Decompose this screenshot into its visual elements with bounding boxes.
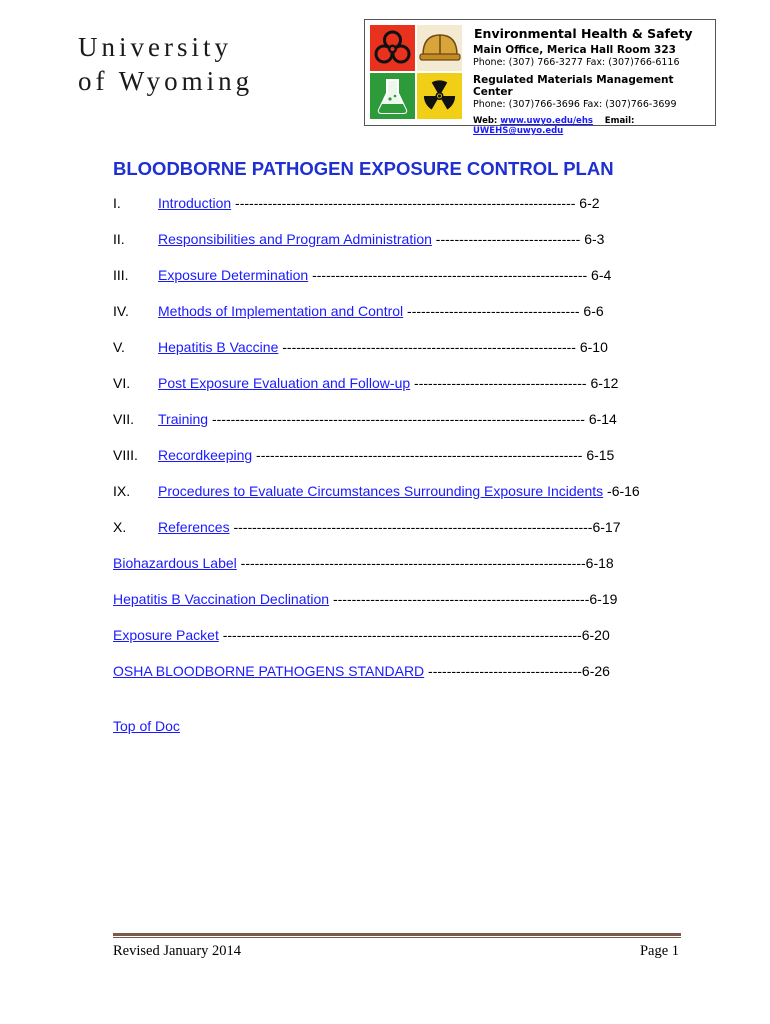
footer-divider bbox=[113, 933, 681, 936]
web-label: Web: bbox=[473, 116, 498, 126]
toc-leader: ----------------------------------------------------------------------------- bbox=[218, 627, 582, 643]
logo-line-2: of Wyoming bbox=[78, 66, 254, 96]
toc-number: IX. bbox=[113, 483, 131, 499]
toc-page: 6-4 bbox=[591, 267, 612, 283]
toc-row bbox=[113, 195, 673, 213]
toc-leader: ------------------------------- bbox=[431, 231, 585, 247]
toc-leader: --------------------------------- bbox=[424, 663, 582, 679]
toc-row bbox=[113, 627, 673, 645]
email-label: Email: bbox=[604, 116, 635, 126]
toc-page: 6-3 bbox=[584, 231, 605, 247]
toc-row bbox=[113, 375, 673, 393]
ehs-title: Environmental Health & Safety bbox=[474, 26, 693, 41]
toc-page: 6-6 bbox=[583, 303, 604, 319]
web-email-line bbox=[473, 116, 713, 136]
toc-leader: ----------------------------------------------------------------------------- bbox=[229, 519, 593, 535]
toc-number: X. bbox=[113, 519, 127, 535]
biohazard-icon bbox=[370, 25, 415, 71]
toc-page: 6-12 bbox=[590, 375, 619, 391]
toc-row bbox=[113, 411, 673, 429]
main-office: Main Office, Merica Hall Room 323 bbox=[473, 44, 676, 56]
toc-page: 6-20 bbox=[581, 627, 610, 643]
toc-link-exposure-determination[interactable]: Exposure Determination bbox=[158, 267, 309, 283]
toc-number: VII. bbox=[113, 411, 135, 427]
toc-number: I. bbox=[113, 195, 121, 211]
toc-page: 6-26 bbox=[581, 663, 610, 679]
toc-link-hepatitis-b-vaccine[interactable]: Hepatitis B Vaccine bbox=[158, 339, 279, 355]
rmmc-phone: Phone: (307)766-3696 Fax: (307)766-3699 bbox=[473, 99, 677, 110]
toc-row bbox=[113, 483, 673, 501]
toc-row bbox=[113, 591, 673, 609]
revision-date: Revised January 2014 bbox=[113, 943, 242, 959]
toc-page: 6-2 bbox=[579, 195, 600, 211]
hazard-icon-grid bbox=[370, 25, 462, 121]
toc-row bbox=[113, 519, 673, 537]
toc-page: 6-14 bbox=[588, 411, 617, 427]
toc-link-procedures[interactable]: Procedures to Evaluate Circumstances Surrounding Exposure Incidents bbox=[158, 483, 604, 499]
toc-number: VI. bbox=[113, 375, 131, 391]
toc-number: III. bbox=[113, 267, 129, 283]
hard-hat-icon bbox=[417, 25, 462, 71]
toc-link-responsibilities[interactable]: Responsibilities and Program Administration bbox=[158, 231, 432, 247]
footer-divider-thin bbox=[113, 937, 681, 938]
radiation-icon bbox=[417, 73, 462, 119]
toc-row bbox=[113, 303, 673, 321]
toc-leader: -------------------------------------------------------------------------------- bbox=[208, 411, 589, 427]
ehs-contact-box bbox=[364, 19, 716, 136]
toc-link-introduction[interactable]: Introduction bbox=[158, 195, 232, 211]
toc-leader: -------------------------------------------------------------------------- bbox=[236, 555, 586, 571]
toc-leader: ------------------------------------- bbox=[403, 303, 584, 319]
toc-page: 6-10 bbox=[579, 339, 608, 355]
web-link[interactable]: www.uwyo.edu/ehs bbox=[500, 116, 593, 126]
ehs-text bbox=[473, 26, 713, 136]
toc-link-post-exposure[interactable]: Post Exposure Evaluation and Follow-up bbox=[158, 375, 411, 391]
toc-link-vaccination-declination[interactable]: Hepatitis B Vaccination Declination bbox=[113, 591, 330, 607]
toc-page: 6-18 bbox=[585, 555, 614, 571]
toc-row bbox=[113, 555, 673, 573]
toc-link-methods[interactable]: Methods of Implementation and Control bbox=[158, 303, 404, 319]
toc-leader: ---------------------------------------------------------------------- bbox=[252, 447, 587, 463]
logo-line-1: University bbox=[78, 32, 232, 62]
toc-link-references[interactable]: References bbox=[158, 519, 230, 535]
toc-page: 6-19 bbox=[589, 591, 618, 607]
toc-leader: - bbox=[603, 483, 612, 499]
toc-row bbox=[113, 267, 673, 285]
page-number: Page 1 bbox=[639, 943, 679, 959]
university-logo bbox=[78, 34, 253, 95]
email-link[interactable]: UWEHS@uwyo.edu bbox=[473, 126, 564, 136]
chemistry-icon bbox=[370, 73, 415, 119]
main-office-phone: Phone: (307) 766-3277 Fax: (307)766-6116 bbox=[473, 57, 680, 68]
toc-link-exposure-packet[interactable]: Exposure Packet bbox=[113, 627, 219, 643]
toc-page: 6-15 bbox=[586, 447, 615, 463]
toc-link-recordkeeping[interactable]: Recordkeeping bbox=[158, 447, 253, 463]
toc-number: IV. bbox=[113, 303, 129, 319]
toc-page: 6-16 bbox=[611, 483, 640, 499]
toc-link-biohazardous-label[interactable]: Biohazardous Label bbox=[113, 555, 237, 571]
toc-leader: --------------------------------------------------------------- bbox=[278, 339, 580, 355]
toc-row bbox=[113, 231, 673, 249]
toc-number: V. bbox=[113, 339, 125, 355]
toc-link-osha-standard[interactable]: OSHA BLOODBORNE PATHOGENS STANDARD bbox=[113, 663, 425, 679]
toc-row bbox=[113, 663, 673, 681]
toc-number: VIII. bbox=[113, 447, 138, 463]
toc-link-training[interactable]: Training bbox=[158, 411, 209, 427]
toc-number: II. bbox=[113, 231, 125, 247]
toc-leader: ------------------------------------------------------------------------- bbox=[231, 195, 580, 211]
rmmc-title: Regulated Materials Management Center bbox=[473, 74, 674, 98]
toc-page: 6-17 bbox=[592, 519, 621, 535]
toc-leader: ------------------------------------- bbox=[410, 375, 591, 391]
document-title: BLOODBORNE PATHOGEN EXPOSURE CONTROL PLAN bbox=[113, 158, 614, 179]
toc-leader: ------------------------------------------------------- bbox=[329, 591, 590, 607]
toc-row bbox=[113, 339, 673, 357]
toc-leader: ----------------------------------------------------------- bbox=[308, 267, 592, 283]
top-of-doc-link[interactable]: Top of Doc bbox=[113, 718, 180, 734]
toc-row bbox=[113, 447, 673, 465]
